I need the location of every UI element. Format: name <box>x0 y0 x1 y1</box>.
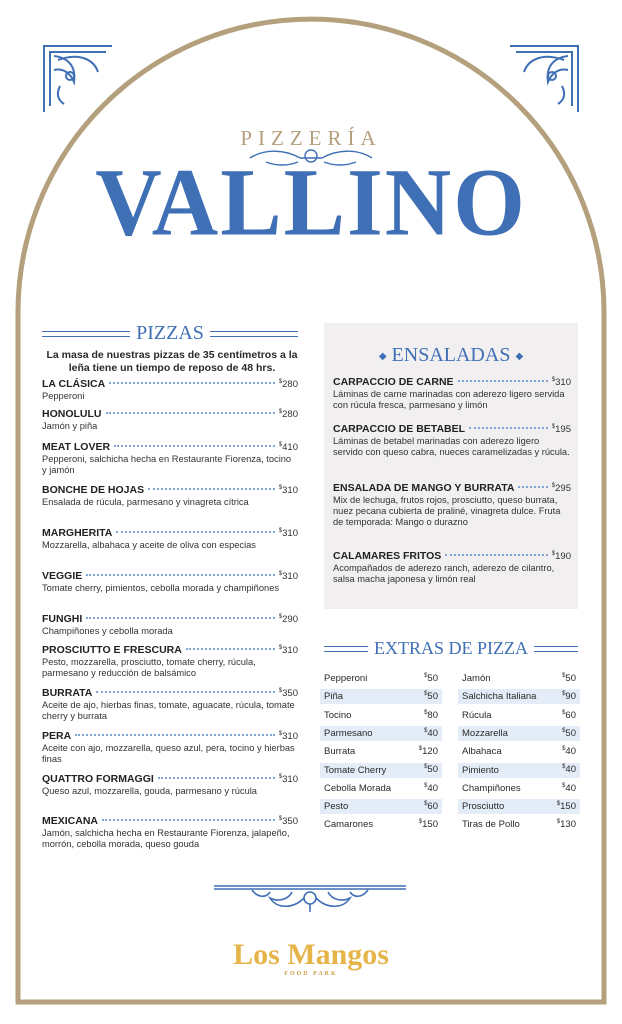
extra-price: $40 <box>562 782 576 794</box>
leader-dots <box>109 382 275 384</box>
extras-row <box>320 708 442 723</box>
pizza-name: VEGGIE <box>42 570 83 582</box>
pizza-name: PROSCIUTTO E FRESCURA <box>42 644 182 656</box>
extra-name: Jamón <box>462 673 491 684</box>
leader-dots <box>148 488 275 490</box>
extra-name: Salchicha Italiana <box>462 691 537 703</box>
logo-text: Los Mangos <box>233 938 389 971</box>
pizza-name: MEXICANA <box>42 815 99 827</box>
leader-dots <box>469 427 548 429</box>
pizza-name: MARGHERITA <box>42 527 113 539</box>
extra-name: Parmesano <box>324 727 373 739</box>
pizzas-header <box>42 322 298 345</box>
extra-name: Tiras de Pollo <box>462 819 520 831</box>
corner-ornament-right <box>506 42 582 116</box>
extra-name: Camarones <box>324 819 374 831</box>
extra-name: Champiñones <box>462 782 521 794</box>
extra-price: $40 <box>562 764 576 776</box>
ensalada-description: Láminas de betabel marinadas con aderezo ligero servido con queso cabra, nueces caramelizadas y rúcula. <box>333 436 570 457</box>
pizza-item <box>42 408 298 432</box>
pizza-description: Ensalada de rúcula, parmesano y vinagreta cítrica <box>42 497 249 507</box>
leader-dots <box>102 819 275 821</box>
extra-name: Tomate Cherry <box>324 764 387 776</box>
pizza-name: BURRATA <box>42 687 93 699</box>
pizza-name: PERA <box>42 730 72 742</box>
brand-name: VALLINO <box>95 148 527 256</box>
pizza-price: $280 <box>278 378 298 390</box>
extra-name: Pepperoni <box>324 673 368 684</box>
pizza-item <box>42 815 298 850</box>
pizza-description: Jamón, salchicha hecha en Restaurante Fiorenza, jalapeño, morrón, cebolla morada, queso gouda <box>42 828 290 849</box>
pizza-description: Champiñones y cebolla morada <box>42 626 173 636</box>
pizza-name: BONCHE DE HOJAS <box>42 484 145 496</box>
leader-dots <box>114 445 275 447</box>
pizzas-intro: La masa de nuestras pizzas de 35 centímetros a la leña tiene un tiempo de reposo de 48 hrs. <box>46 349 298 374</box>
pizza-price: $310 <box>278 570 298 582</box>
ensalada-description: Acompañados de aderezo ranch, aderezo de cilantro, salsa macha japonesa y limón real <box>333 563 555 584</box>
extra-name: Pimiento <box>462 764 499 776</box>
pizzas-title: PIZZAS <box>136 322 204 344</box>
pizza-description: Tomate cherry, pimientos, cebolla morada y champiñones <box>42 583 280 593</box>
leader-dots <box>96 691 274 693</box>
extra-price: $50 <box>424 672 438 685</box>
pizza-description: Mozzarella, albahaca y aceite de oliva con especias <box>42 540 256 550</box>
extra-name: Tocino <box>324 709 352 721</box>
extra-price: $50 <box>562 727 576 739</box>
extras-row <box>320 744 442 759</box>
diamond-icon: ◆ <box>378 350 387 362</box>
extra-name: Mozzarella <box>462 727 508 739</box>
extras-row <box>320 689 442 704</box>
logo-tagline: FOOD PARK <box>284 971 338 977</box>
leader-dots <box>106 412 275 414</box>
extras-row <box>320 763 442 778</box>
leader-dots <box>75 734 275 736</box>
extra-name: Burrata <box>324 746 356 758</box>
extra-price: $50 <box>562 672 576 685</box>
leader-dots <box>86 574 275 576</box>
pizza-item <box>42 773 298 797</box>
pizza-price: $310 <box>278 730 298 742</box>
pizza-item <box>42 687 298 722</box>
pizza-price: $280 <box>278 408 298 420</box>
extra-price: $150 <box>556 801 576 813</box>
leader-dots <box>186 648 275 650</box>
ensalada-name: ENSALADA DE MANGO Y BURRATA <box>333 482 515 494</box>
extra-price: $130 <box>556 819 576 831</box>
extra-price: $40 <box>424 782 438 794</box>
pizza-name: FUNGHI <box>42 613 83 625</box>
extra-price: $120 <box>418 746 438 758</box>
pizza-price: $350 <box>278 815 298 827</box>
extra-name: Albahaca <box>462 746 502 758</box>
diamond-icon: ◆ <box>515 350 524 362</box>
ensalada-item <box>333 550 571 585</box>
ensaladas-title: ENSALADAS <box>391 344 511 366</box>
leader-dots <box>86 617 275 619</box>
pizza-description: Pesto, mozzarella, prosciutto, tomate cherry, rúcula, parmesano y reducción de balsámico <box>42 657 256 678</box>
extras-row <box>320 799 442 814</box>
pizza-price: $290 <box>278 613 298 625</box>
pizza-description: Jamón y piña <box>42 421 98 431</box>
pizza-name: MEAT LOVER <box>42 441 111 453</box>
pizza-price: $310 <box>278 773 298 785</box>
ensalada-item <box>333 482 571 528</box>
extra-name: Piña <box>324 691 344 703</box>
pizza-name: HONOLULU <box>42 408 102 420</box>
brand-subtitle: PIZZERÍA <box>240 126 382 150</box>
extra-price: $40 <box>562 746 576 758</box>
extra-name: Rúcula <box>462 709 492 721</box>
los-mangos-logo <box>0 940 622 977</box>
pizza-item <box>42 484 298 508</box>
pizza-name: QUATTRO FORMAGGI <box>42 773 154 785</box>
extras-row <box>458 763 580 778</box>
extras-row <box>458 671 580 686</box>
ensalada-price: $295 <box>551 482 571 494</box>
ensalada-description: Láminas de carne marinadas con aderezo ligero servida con rúcula fresca, parmesano y limón <box>333 389 565 410</box>
header-rule <box>210 331 298 337</box>
pizza-item <box>42 613 298 637</box>
extras-row <box>458 726 580 741</box>
extra-price: $60 <box>562 709 576 721</box>
pizza-name: LA CLÁSICA <box>42 378 106 390</box>
pizza-description: Pepperoni, salchicha hecha en Restaurante Fiorenza, tocino y jamón <box>42 454 292 475</box>
header-rule <box>324 646 368 652</box>
extra-name: Prosciutto <box>462 801 505 813</box>
pizza-price: $350 <box>278 687 298 699</box>
extras-header <box>324 638 578 659</box>
pizza-item <box>42 644 298 679</box>
header-rule <box>534 646 578 652</box>
extra-price: $60 <box>424 801 438 813</box>
extra-price: $50 <box>424 691 438 703</box>
header-rule <box>42 331 130 337</box>
ensaladas-header <box>324 344 578 367</box>
pizza-description: Aceite de ajo, hierbas finas, tomate, aguacate, rúcula, tomate cherry y burrata <box>42 700 295 721</box>
ensalada-price: $195 <box>551 423 571 435</box>
pizza-item <box>42 441 298 476</box>
pizza-description: Queso azul, mozzarella, gouda, parmesano y rúcula <box>42 786 257 796</box>
extras-row <box>458 781 580 796</box>
extras-row <box>458 689 580 704</box>
bottom-flourish <box>212 880 408 914</box>
ensalada-price: $190 <box>551 550 571 562</box>
extras-row <box>320 671 442 686</box>
extra-name: Cebolla Morada <box>324 782 392 794</box>
ensalada-item <box>333 376 571 411</box>
leader-dots <box>445 554 547 556</box>
pizza-item <box>42 527 298 551</box>
pizza-item <box>42 730 298 765</box>
extras-row <box>458 708 580 723</box>
ensalada-name: CALAMARES FRITOS <box>333 550 442 562</box>
extras-row <box>458 817 580 832</box>
extra-price: $150 <box>418 819 438 831</box>
extra-name: Pesto <box>324 801 349 813</box>
extra-price: $80 <box>424 709 438 721</box>
pizza-item <box>42 378 298 402</box>
pizza-price: $310 <box>278 644 298 656</box>
pizza-description: Pepperoni <box>42 391 85 401</box>
pizza-price: $310 <box>278 484 298 496</box>
ensalada-price: $310 <box>551 376 571 388</box>
ensalada-name: CARPACCIO DE BETABEL <box>333 423 466 435</box>
extra-price: $40 <box>424 727 438 739</box>
extra-price: $50 <box>424 764 438 776</box>
leader-dots <box>458 380 548 382</box>
corner-ornament-left <box>40 42 116 116</box>
pizza-price: $410 <box>278 441 298 453</box>
extras-row <box>458 744 580 759</box>
ensalada-item <box>333 423 571 458</box>
ensalada-name: CARPACCIO DE CARNE <box>333 376 454 388</box>
extras-title: EXTRAS DE PIZZA <box>374 638 528 658</box>
pizza-price: $310 <box>278 527 298 539</box>
extras-row <box>458 799 580 814</box>
ensalada-description: Mix de lechuga, frutos rojos, prosciutto, queso burrata, nuez pecana cubierta de praliné, vinagreta dulce. Fruta de temporada: Mango o durazno <box>333 495 561 527</box>
extras-row <box>320 726 442 741</box>
extras-row <box>320 781 442 796</box>
leader-dots <box>116 531 274 533</box>
extras-row <box>320 817 442 832</box>
leader-dots <box>518 486 547 488</box>
pizza-item <box>42 570 298 594</box>
pizza-description: Aceite con ajo, mozzarella, queso azul, pera, tocino y hierbas finas <box>42 743 295 764</box>
extra-price: $90 <box>562 691 576 703</box>
leader-dots <box>158 777 275 779</box>
